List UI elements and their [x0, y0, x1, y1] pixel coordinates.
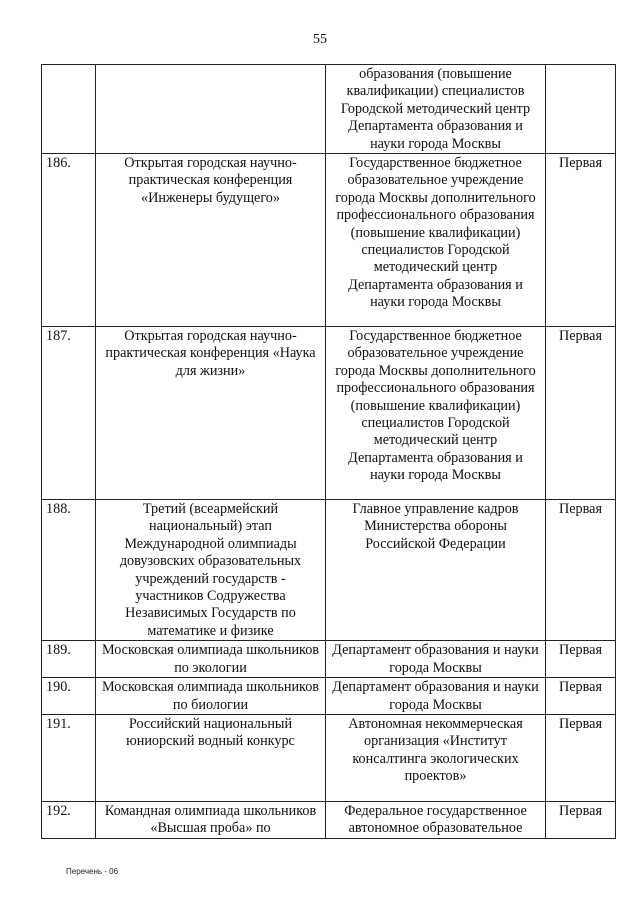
event-level: Первая [546, 500, 616, 641]
event-level [546, 65, 616, 154]
event-level: Первая [546, 327, 616, 500]
event-level: Первая [546, 801, 616, 838]
organizer: Государственное бюджетное образовательное учреждение города Москвы дополнительного профессионального образования (повышение квалификации) специалистов Городской методический центр Департамента образования и науки города Москвы [326, 154, 546, 327]
table-row [42, 154, 616, 327]
row-number: 190. [42, 678, 96, 715]
organizer: образования (повышение квалификации) специалистов Городской методический центр Департамента образования и науки города Москвы [326, 65, 546, 154]
event-name: Московская олимпиада школьников по экологии [96, 641, 326, 678]
organizer: Главное управление кадров Министерства обороны Российской Федерации [326, 500, 546, 641]
organizer: Автономная некоммерческая организация «Институт консалтинга экологических проектов» [326, 714, 546, 801]
row-number [42, 65, 96, 154]
table-row [42, 801, 616, 838]
event-name: Российский национальный юниорский водный конкурс [96, 714, 326, 801]
page-footer: Перечень - 06 [66, 867, 119, 876]
row-number: 189. [42, 641, 96, 678]
event-level: Первая [546, 154, 616, 327]
event-level: Первая [546, 641, 616, 678]
table-row [42, 678, 616, 715]
event-name [96, 65, 326, 154]
organizer: Государственное бюджетное образовательное учреждение города Москвы дополнительного профессионального образования (повышение квалификации) специалистов Городской методический центр Департамента образования и науки города Москвы [326, 327, 546, 500]
row-number: 187. [42, 327, 96, 500]
olympiad-list-table [41, 64, 616, 839]
table-row [42, 500, 616, 641]
table-row [42, 714, 616, 801]
event-name: Командная олимпиада школьников «Высшая проба» по [96, 801, 326, 838]
event-name: Открытая городская научно-практическая конференция «Наука для жизни» [96, 327, 326, 500]
event-level: Первая [546, 714, 616, 801]
organizer: Федеральное государственное автономное образовательное [326, 801, 546, 838]
page-number: 55 [313, 32, 327, 47]
event-name: Открытая городская научно-практическая конференция «Инженеры будущего» [96, 154, 326, 327]
organizer: Департамент образования и науки города Москвы [326, 641, 546, 678]
event-name: Московская олимпиада школьников по биологии [96, 678, 326, 715]
event-name: Третий (всеармейский национальный) этап Международной олимпиады довузовских образовательных учреждений государств - участников Содружества Независимых Государств по математике и физике [96, 500, 326, 641]
table-row [42, 641, 616, 678]
row-number: 192. [42, 801, 96, 838]
row-number: 191. [42, 714, 96, 801]
row-number: 188. [42, 500, 96, 641]
table-row [42, 65, 616, 154]
event-level: Первая [546, 678, 616, 715]
organizer: Департамент образования и науки города Москвы [326, 678, 546, 715]
row-number: 186. [42, 154, 96, 327]
table-row [42, 327, 616, 500]
